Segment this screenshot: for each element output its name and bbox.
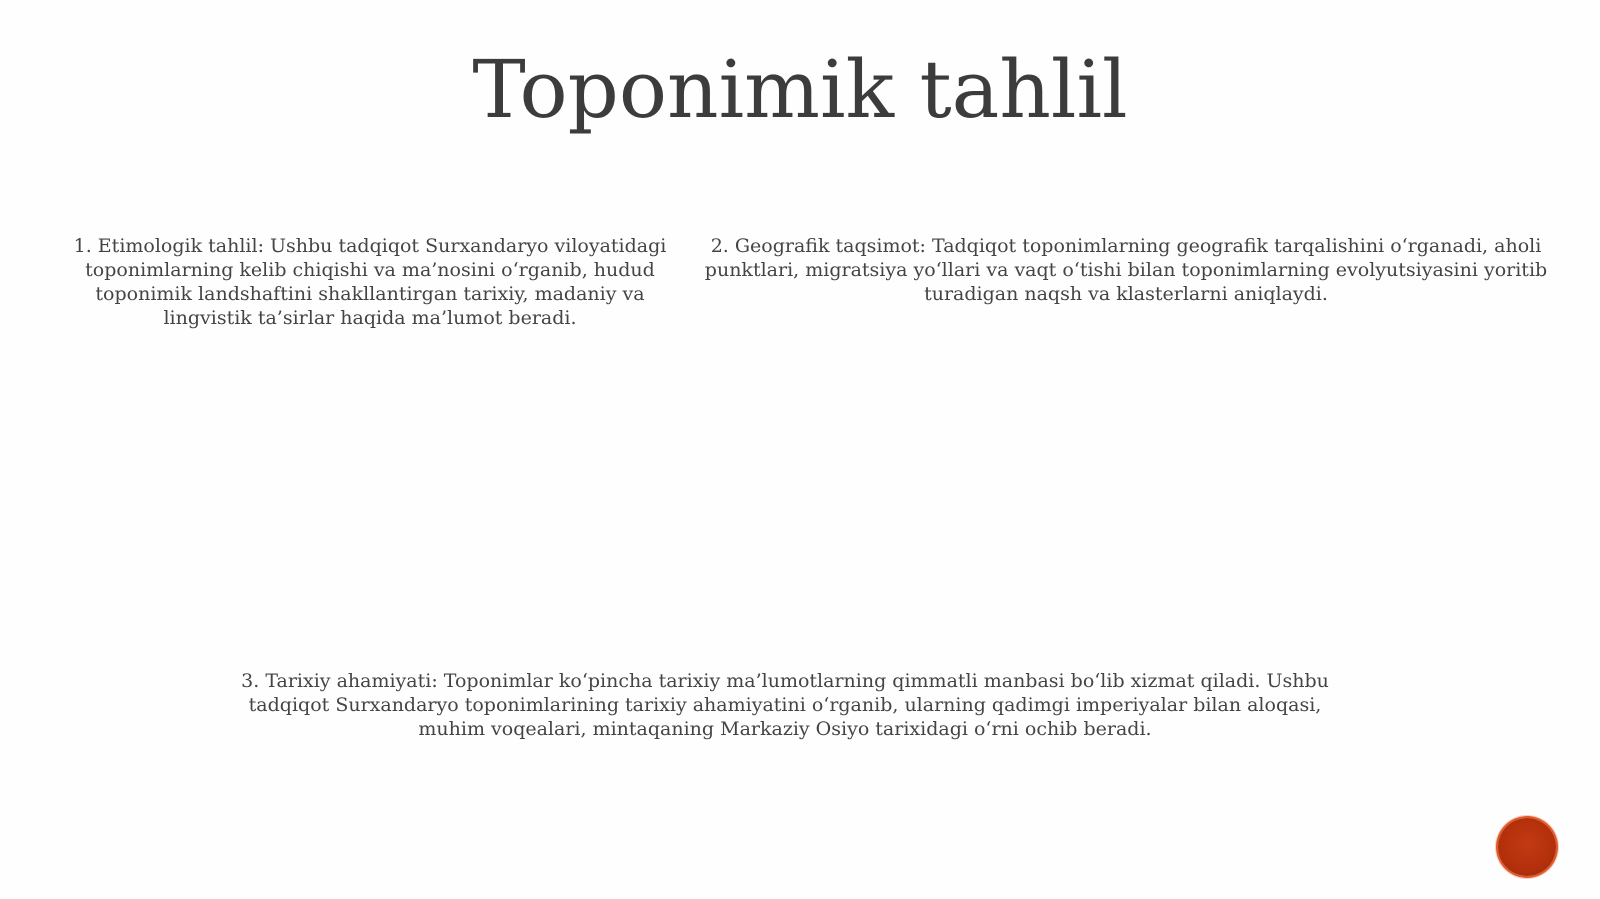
slide-title: Toponimik tahlil (472, 43, 1128, 136)
slide-nav-button[interactable] (1498, 818, 1556, 876)
paragraph-historical-significance: 3. Tarixiy ahamiyati: Toponimlar ko‘pincha tarixiy ma’lumotlarning qimmatli manbasi bo‘lib xizmat qiladi. Ushbu tadqiqot Surxandaryo toponimlarining tarixiy ahamiyatini o‘rganib, ularning qadimgi imperiyalar bilan aloqasi, muhim voqealari, mintaqaning Markaziy Osiyo tarixidagi o‘rni ochib beradi. (241, 670, 1329, 740)
paragraph-etymological-analysis: 1. Etimologik tahlil: Ushbu tadqiqot Surxandaryo viloyatidagi toponimlarning kelib chiqishi va ma’nosini o‘rganib, hudud toponimik landshaftini shakllantirgan tarixiy, madaniy va lingvistik ta’sirlar haqida ma’lumot beradi. (73, 235, 667, 329)
paragraph-geographic-distribution: 2. Geografik taqsimot: Tadqiqot toponimlarning geografik tarqalishini o‘rganadi, aholi punktlari, migratsiya yo‘llari va vaqt o‘tishi bilan toponimlarning evolyutsiyasini yoritib turadigan naqsh va klasterlarni aniqlaydi. (704, 235, 1548, 305)
